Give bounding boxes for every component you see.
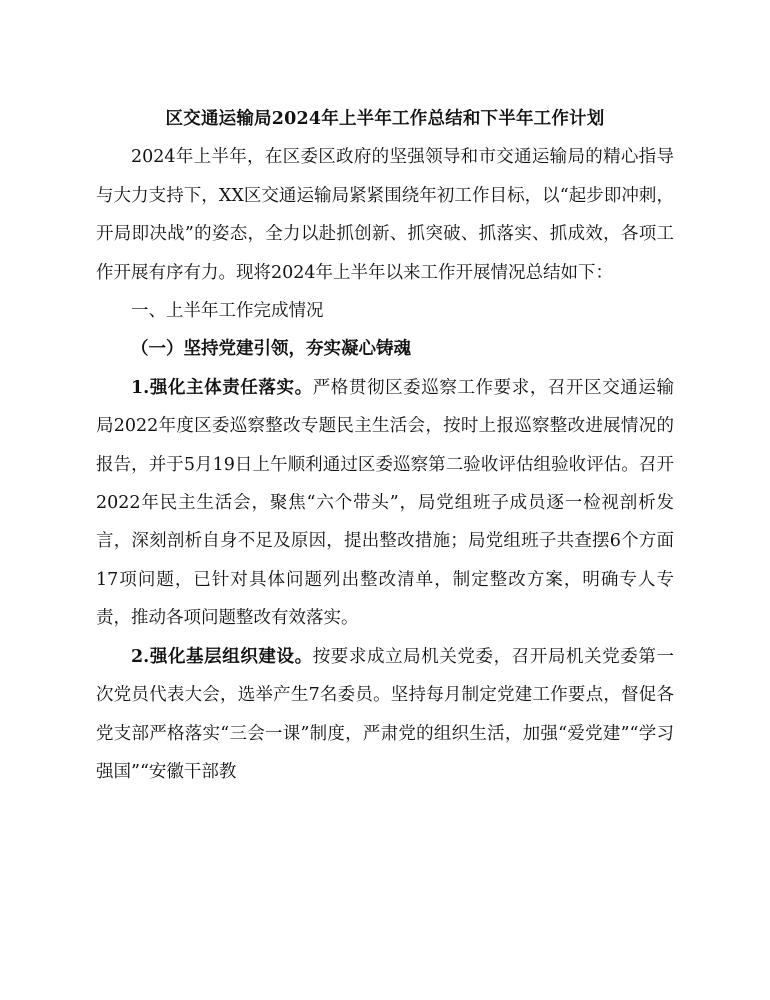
item-1-paragraph (96, 369, 674, 638)
item-1-text: 严格贯彻区委巡察工作要求，召开区交通运输局2022年度区委巡察整改专题民主生活会，按时上报巡察整改进展情况的报告，并于5月19日上午顺利通过区委巡察第二验收评估组验收评估。召开2022年民主生活会，聚焦“六个带头”，局党组班子成员逐一检视剖析发言，深刻剖析自身不足及原因，提出整改措施；局党组班子共查摆6个方面17项问题，已针对具体问题列出整改清单，制定整改方案，明确专人专责，推动各项问题整改有效落实。 (96, 377, 674, 629)
intro-paragraph: 2024年上半年，在区委区政府的坚强领导和市交通运输局的精心指导与大力支持下，XX区交通运输局紧紧围绕年初工作目标，以“起步即冲刺，开局即决战”的姿态，全力以赴抓创新、抓突破、抓落实、抓成效，各项工作开展有序有力。现将2024年上半年以来工作开展情况总结如下： (96, 147, 674, 283)
document-title: 区交通运输局2024年上半年工作总结和下半年工作计划 (165, 109, 605, 129)
document-page (96, 100, 674, 791)
item-2-paragraph (96, 638, 674, 792)
subsection-heading: （一）坚持党建引领，夯实凝心铸魂 (131, 339, 411, 360)
section-heading: 一、上半年工作完成情况 (131, 301, 324, 322)
item-2-text: 按要求成立局机关党委，召开局机关党委第一次党员代表大会，选举产生7名委员。坚持每月制定党建工作要点，督促各党支部严格落实“三会一课”制度，严肃党的组织生活，加强“爱党建”“学习强国”“安徽干部教 (96, 646, 674, 782)
item-2-lead: 2.强化基层组织建设。 (131, 646, 313, 667)
item-1-lead: 1.强化主体责任落实。 (131, 377, 313, 398)
